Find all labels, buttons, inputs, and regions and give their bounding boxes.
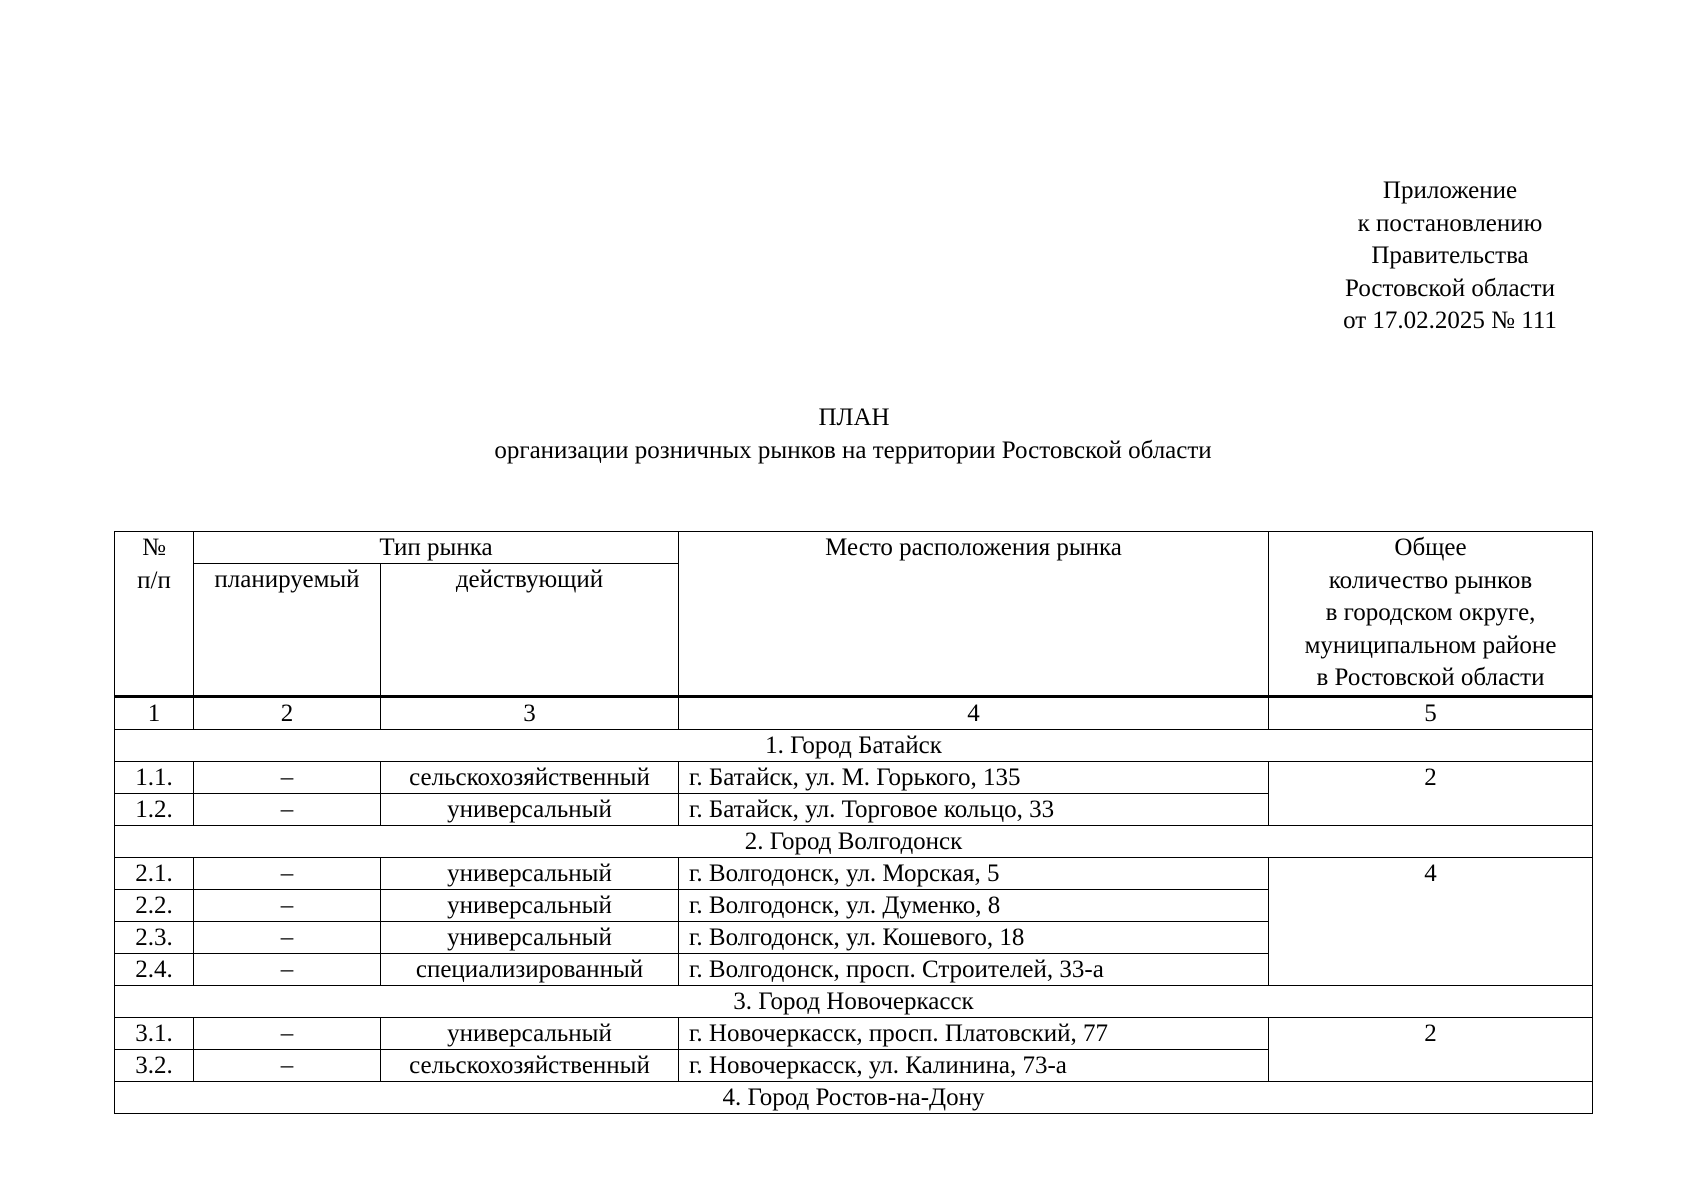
row-number: 3.2.	[115, 1050, 194, 1082]
row-planned: –	[194, 890, 381, 922]
row-total: 2	[1269, 762, 1593, 826]
table-row	[115, 858, 1593, 890]
row-planned: –	[194, 954, 381, 986]
table-row	[115, 1018, 1593, 1050]
row-total: 4	[1269, 858, 1593, 986]
row-location: г. Новочеркасск, просп. Платовский, 77	[679, 1018, 1269, 1050]
section-row	[115, 1082, 1593, 1114]
row-location: г. Волгодонск, просп. Строителей, 33-а	[679, 954, 1269, 986]
row-location: г. Волгодонск, ул. Морская, 5	[679, 858, 1269, 890]
section-title: 2. Город Волгодонск	[115, 826, 1593, 858]
markets-plan-table	[114, 531, 1593, 1114]
row-number: 3.1.	[115, 1018, 194, 1050]
row-planned: –	[194, 762, 381, 794]
row-planned: –	[194, 922, 381, 954]
header-location: Место расположения рынка	[679, 532, 1269, 697]
row-planned: –	[194, 794, 381, 826]
table-row	[115, 762, 1593, 794]
appendix-block	[1300, 175, 1600, 338]
section-title: 1. Город Батайск	[115, 730, 1593, 762]
header-total-line: количество рынков	[1328, 566, 1533, 594]
table-body	[115, 532, 1593, 1114]
section-title: 3. Город Новочеркасск	[115, 986, 1593, 1018]
column-number: 2	[194, 697, 381, 730]
header-number	[115, 532, 194, 697]
appendix-line: к постановлению	[1357, 209, 1543, 237]
row-existing: универсальный	[381, 1018, 679, 1050]
section-row	[115, 986, 1593, 1018]
header-total-line: в Ростовской области	[1316, 664, 1545, 691]
row-location: г. Волгодонск, ул. Думенко, 8	[679, 890, 1269, 922]
row-total: 2	[1269, 1018, 1593, 1082]
row-existing: универсальный	[381, 890, 679, 922]
column-number: 5	[1269, 697, 1593, 730]
column-number: 4	[679, 697, 1269, 730]
row-number: 2.3.	[115, 922, 194, 954]
row-location: г. Волгодонск, ул. Кошевого, 18	[679, 922, 1269, 954]
row-existing: сельскохозяйственный	[381, 1050, 679, 1082]
row-number: 2.2.	[115, 890, 194, 922]
header-number-line: п/п	[137, 566, 171, 594]
header-total	[1269, 532, 1593, 697]
header-total-line: муниципальном районе	[1304, 631, 1557, 659]
row-existing: универсальный	[381, 794, 679, 826]
row-existing: универсальный	[381, 922, 679, 954]
header-planned: планируемый	[194, 564, 381, 697]
row-number: 2.4.	[115, 954, 194, 986]
row-existing: сельскохозяйственный	[381, 762, 679, 794]
row-planned: –	[194, 858, 381, 890]
header-total-line: Общее	[1394, 534, 1467, 561]
row-planned: –	[194, 1050, 381, 1082]
header-total-line: в городском округе,	[1325, 599, 1536, 626]
row-existing: специализированный	[381, 954, 679, 986]
document-subtitle: организации розничных рынков на территории Ростовской области	[494, 436, 1212, 464]
row-location: г. Батайск, ул. Торговое кольцо, 33	[679, 794, 1269, 826]
document-title: ПЛАН	[818, 404, 890, 431]
document-title-block	[0, 402, 1698, 467]
row-number: 2.1.	[115, 858, 194, 890]
column-number: 1	[115, 697, 194, 730]
row-existing: универсальный	[381, 858, 679, 890]
row-number: 1.2.	[115, 794, 194, 826]
column-number: 3	[381, 697, 679, 730]
header-existing: действующий	[381, 564, 679, 697]
appendix-line: Приложение	[1382, 177, 1518, 204]
header-row	[115, 532, 1593, 564]
appendix-line: Ростовской области	[1345, 274, 1555, 302]
row-location: г. Батайск, ул. М. Горького, 135	[679, 762, 1269, 794]
section-row	[115, 730, 1593, 762]
appendix-line: от 17.02.2025 № 111	[1343, 307, 1557, 334]
header-market-type: Тип рынка	[194, 532, 679, 564]
row-location: г. Новочеркасск, ул. Калинина, 73-а	[679, 1050, 1269, 1082]
header-number-line: №	[142, 534, 166, 561]
column-numbers-row	[115, 697, 1593, 730]
row-number: 1.1.	[115, 762, 194, 794]
section-row	[115, 826, 1593, 858]
appendix-line: Правительства	[1371, 242, 1529, 269]
row-planned: –	[194, 1018, 381, 1050]
section-title: 4. Город Ростов-на-Дону	[115, 1082, 1593, 1114]
